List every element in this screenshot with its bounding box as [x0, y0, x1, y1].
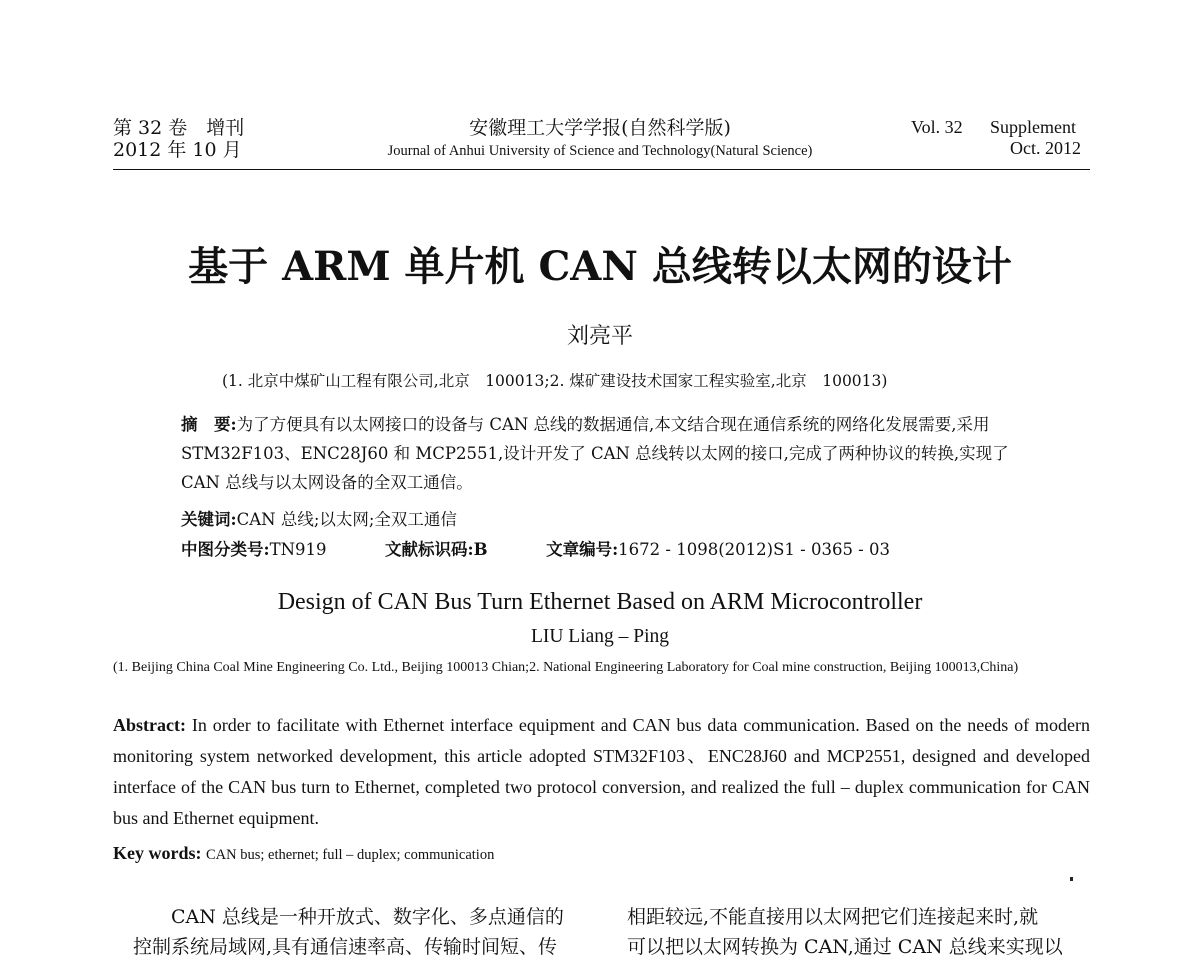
doc-code-value: B [473, 540, 488, 559]
abstract-cn-label: 摘 要: [181, 415, 237, 434]
supplement-en: Supplement [990, 117, 1076, 137]
clc-label: 中图分类号: [181, 540, 270, 559]
article-no-label: 文章编号: [546, 540, 619, 559]
keywords-cn-label: 关键词: [181, 510, 237, 529]
keywords-en [113, 838, 494, 870]
keywords-en-label: Key words: [113, 843, 202, 863]
issue-date-cn: 2012 年 10 月 [113, 139, 242, 161]
journal-name-cn: 安徽理工大学学报(自然科学版) [469, 117, 731, 139]
author-cn: 刘亮平 [566, 324, 633, 349]
stray-mark [1070, 877, 1073, 881]
abstract-cn-text: 为了方便具有以太网接口的设备与 CAN 总线的数据通信,本文结合现在通信系统的网络化发展需要,采用 STM32F103、ENC28J60 和 MCP2551,设计开发了 CAN 总线转以太网的接口,完成了两种协议的转换,实现了 CAN 总线与以太网设备的全双工通信。 [181, 415, 1009, 492]
article-no-value: 1672 - 1098(2012)S1 - 0365 - 03 [618, 540, 891, 559]
volume-en: Vol. 32 [911, 117, 963, 137]
body-column-right [627, 902, 1097, 962]
abstract-cn [181, 410, 1041, 497]
body-left-line: 控制系统局域网,具有通信速率高、传输时间短、传 [133, 936, 558, 958]
doc-code-label: 文献标识码: [385, 540, 474, 559]
abstract-en-text: In order to facilitate with Ethernet interface equipment and CAN bus data communication. Based on the needs of modern monitoring system networked development, this article adopted STM32F103、ENC28J60 and MCP2551, designed and developed interface of the CAN bus turn to Ethernet, completed two protocol conversion, and realized the full – duplex communication for CAN bus and Ethernet equipment. [113, 715, 1090, 828]
classification-row [181, 537, 890, 563]
body-right-line: 相距较远,不能直接用以太网把它们连接起来时,就 [627, 906, 1039, 928]
journal-header [330, 117, 870, 161]
keywords-en-text: CAN bus; ethernet; full – duplex; communication [206, 847, 495, 863]
clc-value: TN919 [269, 540, 327, 559]
affiliation-cn: (1. 北京中煤矿山工程有限公司,北京 100013;2. 煤矿建设技术国家工程实验室,北京 100013) [222, 372, 888, 390]
body-right-line: 可以把以太网转换为 CAN,通过 CAN 总线来实现以 [627, 936, 1063, 958]
header-rule [113, 169, 1090, 170]
journal-name-en: Journal of Anhui University of Science and Technology(Natural Science) [387, 143, 813, 159]
paper-title-en: Design of CAN Bus Turn Ethernet Based on ARM Microcontroller [277, 589, 923, 615]
keywords-cn [181, 507, 457, 533]
body-left-line: CAN 总线是一种开放式、数字化、多点通信的 [171, 906, 564, 928]
affiliation-en: (1. Beijing China Coal Mine Engineering Co. Ltd., Beijing 100013 Chian;2. National Engineering Laboratory for Coal mine construction, Beijing 100013,China) [113, 660, 1019, 675]
keywords-cn-text: CAN 总线;以太网;全双工通信 [236, 510, 457, 529]
body-column-left [133, 902, 593, 962]
abstract-en [113, 710, 1090, 834]
volume-label: 第 32 卷 增刊 [113, 117, 245, 139]
author-en: LIU Liang – Ping [530, 626, 670, 647]
paper-title-cn: 基于 ARM 单片机 CAN 总线转以太网的设计 [188, 243, 1012, 290]
issue-date-en: Oct. 2012 [1010, 138, 1081, 158]
abstract-en-label: Abstract: [113, 715, 186, 735]
